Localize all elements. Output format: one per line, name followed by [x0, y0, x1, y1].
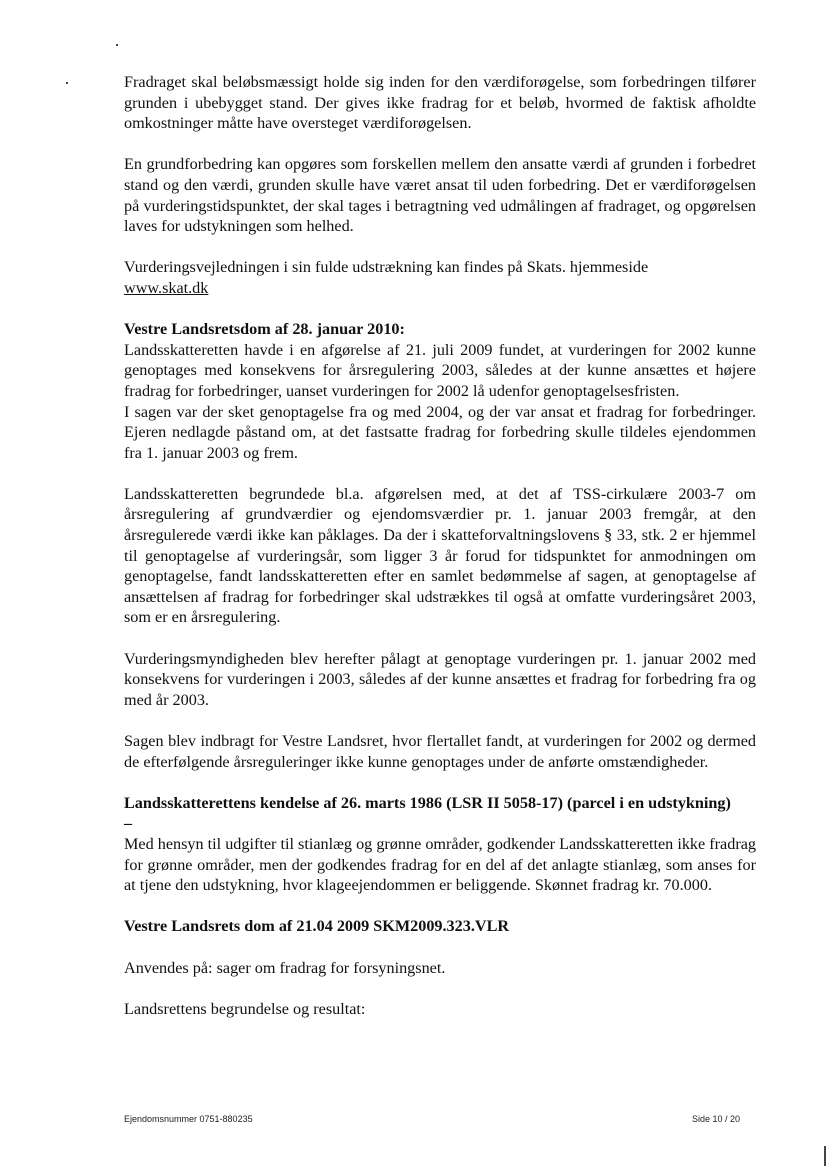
paragraph: Anvendes på: sager om fradrag for forsyningsnet.: [124, 958, 446, 977]
paragraph: Med hensyn til udgifter til stianlæg og grønne områder, godkender Landsskatteretten ikke fradrag for grønne områder, men der godkendes fradrag for en del af det anlagte stianlæg, som anses for at tjene den udstykning, hvor klageejendommen er beliggende. Skønnet fradrag kr. 70.000.: [124, 834, 756, 895]
property-number: Ejendomsnummer 0751-880235: [124, 1114, 253, 1124]
paragraph: Vurderingsmyndigheden blev herefter pålagt at genoptage vurderingen pr. 1. januar 2002 med konsekvens for vurderingen i 2003, således af der kunne ansættes et fradrag for forbedring fra og med år 2003.: [124, 649, 756, 709]
scan-speck: [66, 82, 68, 84]
paragraph: Landsskatteretten begrundede bl.a. afgørelsen med, at det af TSS-cirkulære 2003-7 om årsregulering af grundværdier og ejendomsværdier pr. 1. januar 2003 fremgår, at den årsregulerede værdi ikke kan påklages. Da der i skatteforvaltningslovens § 33, stk. 2 er hjemmel til genoptagelse af vurderingsår, som ligger 3 år forud for tidspunktet for anmodningen om genoptagelse, fandt landsskatteretten efter en samlet bedømmelse af sagen, at genoptagelse af ansættelsen af fradrag for forbedringer skal udstrækkes til også at omfatte vurderingsåret 2003, som er en årsregulering.: [124, 484, 756, 627]
paragraph: Landsrettens begrundelse og resultat:: [124, 999, 366, 1018]
paragraph-text: Vurderingsvejledningen i sin fulde udstrækning kan findes på Skats. hjemmeside: [124, 258, 649, 277]
paragraph: Sagen blev indbragt for Vestre Landsret, hvor flertallet fandt, at vurderingen for 2002 og dermed de efterfølgende årsreguleringer ikke kunne genoptages under de anførte omstændigheder.: [124, 732, 756, 771]
scan-speck: [116, 44, 118, 46]
paragraph: Fradraget skal beløbsmæssigt holde sig inden for den værdiforøgelse, som forbedringen tilfører grunden i ubebygget stand. Der gives ikke fradrag for et beløb, hvormed de faktisk afholdte omkostninger måtte have oversteget værdiforøgelsen.: [124, 73, 756, 133]
paragraph: I sagen var der sket genoptagelse fra og med 2004, og der var ansat et fradrag for forbedringer. Ejeren nedlagde påstand om, at det fastsatte fradrag for forbedring skulle tildeles ejendommen fra 1. januar 2003 og frem.: [124, 402, 756, 462]
section-heading: Vestre Landsrets dom af 21.04 2009 SKM2009.323.VLR: [124, 917, 510, 936]
page-number: Side 10 / 20: [691, 1114, 740, 1124]
document-body: [124, 72, 756, 1019]
scan-edge-mark: [824, 1146, 826, 1166]
section-heading: Vestre Landsretsdom af 28. januar 2010:: [124, 320, 405, 339]
section-heading: Landsskatterettens kendelse af 26. marts 1986 (LSR II 5058-17) (parcel i en udstykning): [124, 793, 731, 812]
section-heading-dash: –: [124, 814, 133, 833]
paragraph: Landsskatteretten havde i en afgørelse af 21. juli 2009 fundet, at vurderingen for 2002 kunne genoptages med konsekvens for årsregulering 2003, således at der kunne ansættes et højere fradrag for forbedringer, uanset vurderingen for 2002 lå udenfor genoptagelsesfristen.: [124, 340, 756, 400]
skat-link[interactable]: www.skat.dk: [124, 278, 209, 297]
paragraph: En grundforbedring kan opgøres som forskellen mellem den ansatte værdi af grunden i forbedret stand og den værdi, grunden skulle have været ansat til uden forbedring. Det er værdiforøgelsen på vurderingstidspunktet, der skal tages i betragtning ved udmålingen af fradraget, og opgørelsen laves for udstykningen som helhed.: [124, 155, 756, 236]
paragraph: [124, 257, 756, 298]
